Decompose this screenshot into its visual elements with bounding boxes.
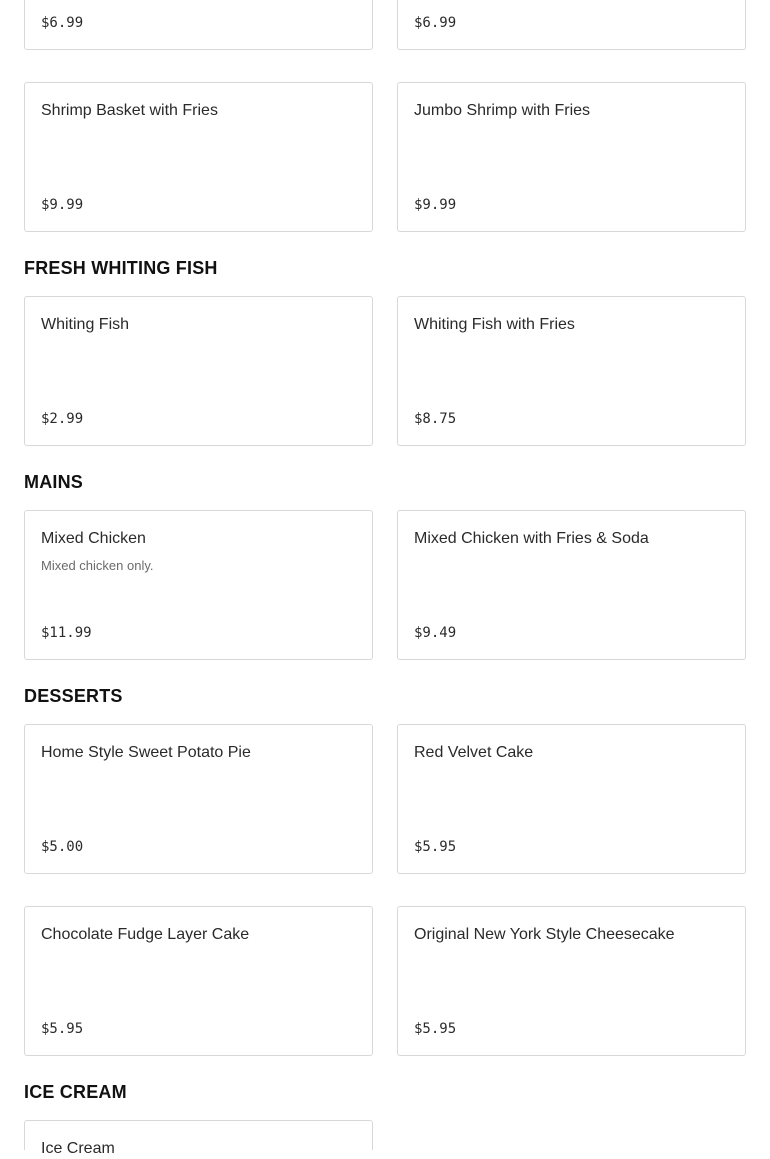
item-price: $11.99 [41,625,92,641]
section-title-ice-cream: ICE CREAM [24,1082,127,1102]
item-price: $9.49 [414,625,457,641]
item-price: $8.75 [414,411,457,427]
item-price: $5.00 [41,839,84,855]
item-price: $9.99 [414,197,457,213]
item-price: $5.95 [414,1021,457,1037]
menu-item-card[interactable] [24,724,373,874]
menu-item-card[interactable] [24,510,373,660]
menu-item-card[interactable] [24,82,373,232]
item-price: $6.99 [414,15,457,31]
item-name: Whiting Fish [41,316,130,333]
item-name: Mixed Chicken [41,530,146,547]
item-price: $5.95 [414,839,457,855]
item-name: Red Velvet Cake [414,744,534,761]
item-price: $2.99 [41,411,84,427]
menu-item-card[interactable] [397,296,746,446]
menu-item-card[interactable] [397,510,746,660]
section-title-whiting-fish: FRESH WHITING FISH [24,258,218,278]
section-title-desserts: DESSERTS [24,686,123,706]
menu-item-card[interactable] [397,724,746,874]
item-price: $6.99 [41,15,84,31]
item-description: Mixed chicken only. [41,558,154,573]
menu-item-card[interactable] [24,1120,373,1157]
item-name: Jumbo Shrimp with Fries [414,102,591,119]
section-title-mains: MAINS [24,472,83,492]
menu-item-card[interactable] [24,0,373,50]
menu-item-card[interactable] [397,906,746,1056]
item-price: $5.95 [41,1021,84,1037]
menu-item-card[interactable] [397,82,746,232]
item-name: Whiting Fish with Fries [414,316,575,333]
item-name: Home Style Sweet Potato Pie [41,744,251,761]
menu-item-card[interactable] [24,296,373,446]
item-name: Chocolate Fudge Layer Cake [41,926,250,943]
menu-item-card[interactable] [24,906,373,1056]
item-name: Shrimp Basket with Fries [41,102,218,119]
item-name: Mixed Chicken with Fries & Soda [414,530,649,547]
menu-item-card[interactable] [397,0,746,50]
item-name: Original New York Style Cheesecake [414,926,675,943]
item-name: Ice Cream [41,1140,115,1157]
item-price: $9.99 [41,197,84,213]
